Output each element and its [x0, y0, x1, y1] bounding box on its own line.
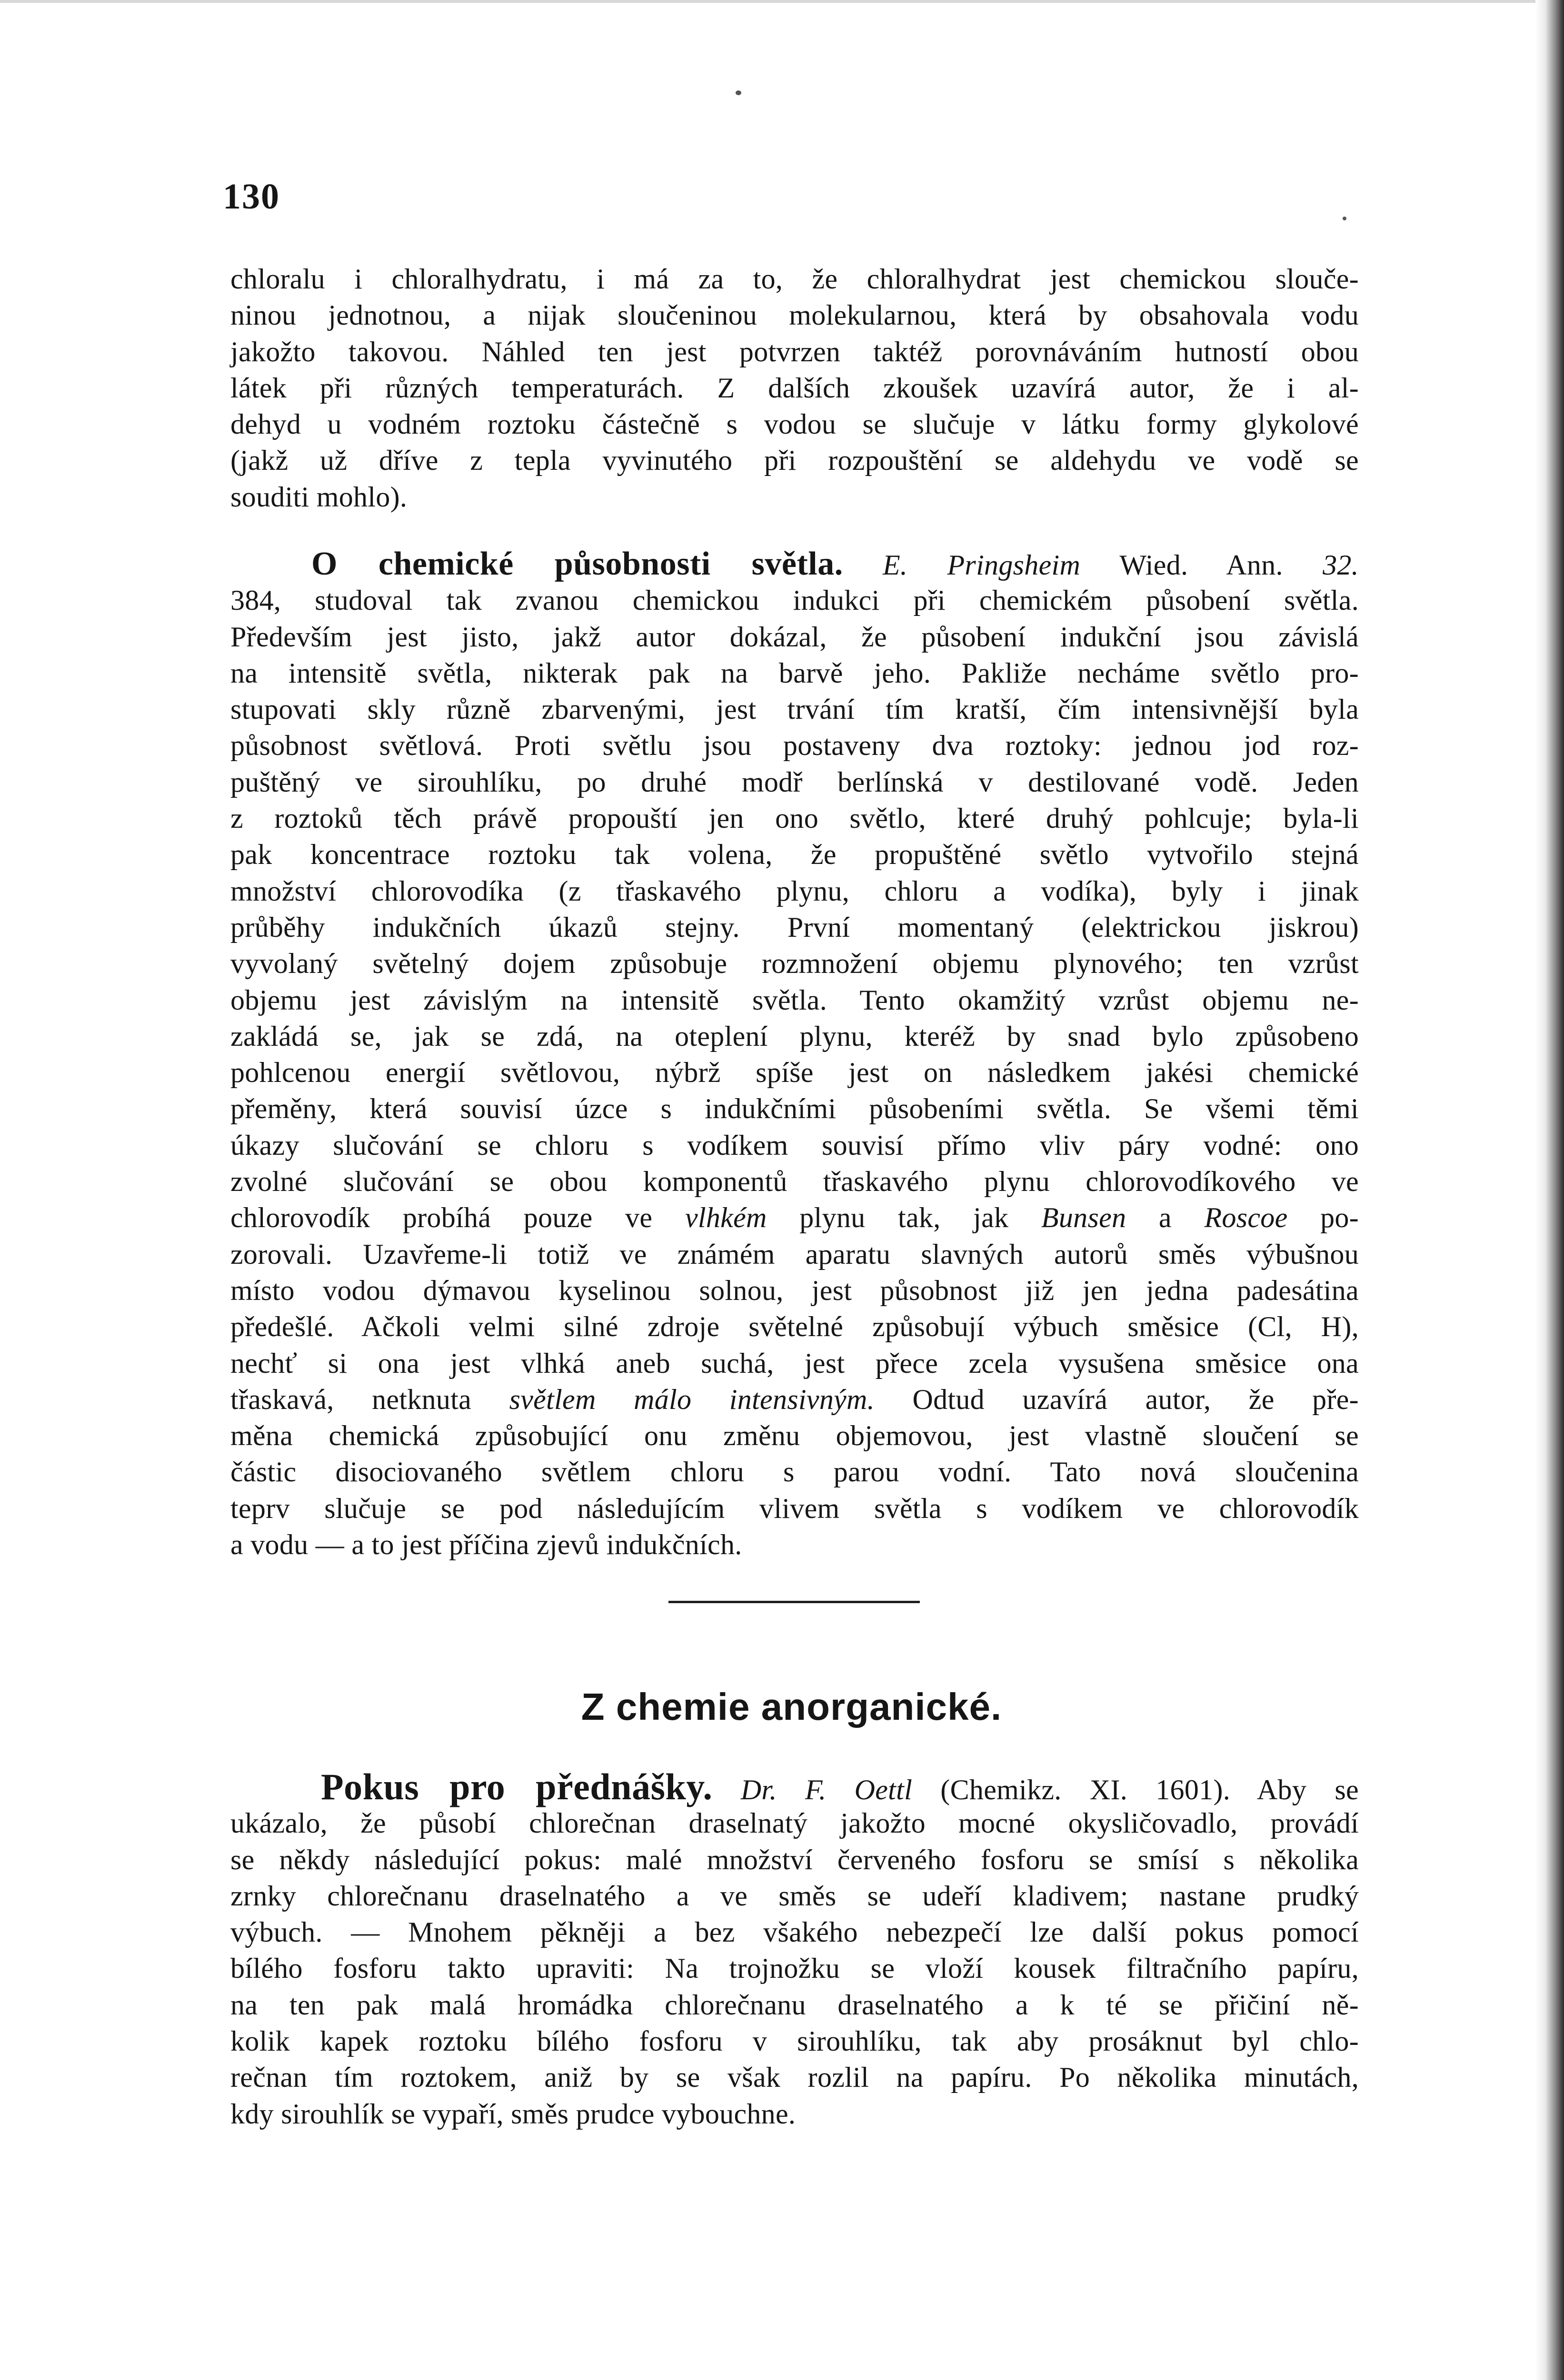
scan-speck — [736, 90, 741, 95]
text-line: úkazy slučování se chloru s vodíkem souvisí přímo vliv páry vodné: ono — [230, 1129, 1359, 1161]
text-line: na ten pak malá hromádka chlorečnanu draselnatého a k té se přičiní ně- — [230, 1989, 1359, 2021]
text-line: nechť si ona jest vlhká aneb suchá, jest přece zcela vysušena směsice ona — [230, 1347, 1359, 1379]
section-divider — [668, 1601, 920, 1603]
text-line: látek při různých temperaturách. Z dalších zkoušek uzavírá autor, že i al- — [230, 372, 1359, 404]
text-fragment: po- — [1320, 1202, 1359, 1234]
scan-speck — [1343, 217, 1346, 220]
text-line: kolik kapek roztoku bílého fosforu v sirouhlíku, tak aby prosáknut byl chlo- — [230, 2025, 1359, 2057]
article-title: O chemické působnosti světla. — [311, 545, 843, 582]
text-line: zakládá se, jak se zdá, na oteplení plynu, kteréž by snad bylo způsobeno — [230, 1020, 1359, 1052]
text-line: dehyd u vodném roztoku částečně s vodou se slučuje v látku formy glykolové — [230, 408, 1359, 440]
text-line: zvolné slučování se obou komponentů třaskavého plynu chlorovodíkového ve — [230, 1166, 1359, 1198]
text-fragment: plynu tak, jak — [799, 1202, 1009, 1234]
text-line: pak koncentrace roztoku tak volena, že propuštěné světlo vytvořilo stejná — [230, 839, 1359, 871]
author-name: Bunsen — [1041, 1202, 1126, 1234]
text-fragment: chlorovodík probíhá pouze ve — [230, 1202, 653, 1234]
text-line: vyvolaný světelný dojem způsobuje rozmnožení objemu plynového; ten vzrůst — [230, 948, 1359, 980]
text-line: kdy sirouhlík se vypaří, směs prudce vybouchne. — [230, 2098, 796, 2130]
text-line: stupovati skly různě zbarvenými, jest trvání tím kratší, čím intensivnější byla — [230, 694, 1359, 725]
page-number: 130 — [223, 177, 280, 217]
text-line: a vodu — a to jest příčina zjevů indukčních. — [230, 1529, 742, 1561]
text-line: zrnky chlorečnanu draselnatého a ve směs se udeří kladivem; nastane prudký — [230, 1880, 1359, 1912]
text-line: na intensitě světla, nikterak pak na barvě jeho. Pakliže necháme světlo pro- — [230, 657, 1359, 689]
text-fragment: Odtud uzavírá autor, že pře- — [912, 1383, 1359, 1415]
text-line: rečnan tím roztokem, aniž by se však rozlil na papíru. Po několika minutách, — [230, 2062, 1359, 2093]
text-line: teprv slučuje se pod následujícím vlivem světla s vodíkem ve chlorovodík — [230, 1492, 1359, 1524]
text-line: ukázalo, že působí chlorečnan draselnatý jakožto mocné okysličovadlo, provádí — [230, 1807, 1359, 1839]
paragraph-heading-line — [230, 546, 1359, 582]
article-title: Pokus pro přednášky. — [321, 1766, 713, 1807]
text-line: Především jest jisto, jakž autor dokázal, že působení indukční jsou závislá — [230, 621, 1359, 653]
citation-volume: 32. — [1323, 549, 1359, 581]
text-fragment: třaskavá, netknuta — [230, 1383, 472, 1415]
text-line — [230, 1200, 1359, 1236]
text-line: měna chemická způsobující onu změnu objemovou, jest vlastně sloučení se — [230, 1420, 1359, 1452]
paragraph-lecture-experiment — [230, 1766, 1359, 2132]
text-line: předešlé. Ačkoli velmi silné zdroje světelné způsobují výbuch směsice (Cl, H), — [230, 1311, 1359, 1343]
citation-author: E. Pringsheim — [882, 549, 1081, 581]
citation-author: Dr. F. Oettl — [740, 1774, 913, 1805]
text-line: puštěný ve sirouhlíku, po druhé modř berlínská v destilované vodě. Jeden — [230, 766, 1359, 798]
text-line: zorovali. Uzavřeme-li totiž ve známém aparatu slavných autorů směs výbušnou — [230, 1238, 1359, 1270]
text-line: jakožto takovou. Náhled ten jest potvrzen taktéž porovnáváním hutností obou — [230, 336, 1359, 367]
text-line: (jakž už dříve z tepla vyvinutého při rozpouštění se aldehydu ve vodě se — [230, 445, 1359, 476]
text-line: 384, studoval tak zvanou chemickou indukci při chemickém působení světla. — [230, 585, 1359, 616]
text-line: působnost světlová. Proti světlu jsou postaveny dva roztoky: jednou jod roz- — [230, 730, 1359, 762]
text-line — [230, 1381, 1359, 1418]
text-line: bílého fosforu takto upraviti: Na trojnožku se vloží kousek filtračního papíru, — [230, 1953, 1359, 1984]
text-line: z roztoků těch právě propouští jen ono světlo, které druhý pohlcuje; byla-li — [230, 803, 1359, 834]
text-fragment: a — [1158, 1202, 1172, 1234]
paragraph-chloral — [230, 261, 1359, 515]
page-binding-shadow — [1535, 0, 1564, 2380]
text-line: souditi mohlo). — [230, 481, 408, 513]
text-line: chloralu i chloralhydratu, i má za to, že chloralhydrat jest chemickou slouče- — [230, 263, 1359, 295]
section-heading: Z chemie anorganické. — [581, 1686, 1002, 1728]
text-line: pohlcenou energií světlovou, nýbrž spíše jest on následkem jakési chemické — [230, 1057, 1359, 1089]
text-line: místo vodou dýmavou kyselinou solnou, jest působnost již jen jedna padesátina — [230, 1274, 1359, 1306]
text-line: přeměny, která souvisí úzce s indukčními působeními světla. Se všemi těmi — [230, 1093, 1359, 1125]
text-line: průběhy indukčních úkazů stejny. První momentaný (elektrickou jiskrou) — [230, 911, 1359, 943]
text-line: ninou jednotnou, a nijak sloučeninou molekularnou, která by obsahovala vodu — [230, 299, 1359, 331]
citation-source: (Chemikz. XI. 1601). Aby se — [940, 1774, 1359, 1805]
citation-journal: Wied. Ann. — [1119, 549, 1283, 581]
text-line: objemu jest závislým na intensitě světla. Tento okamžitý vzrůst objemu ne- — [230, 984, 1359, 1016]
emphasis-text: světlem málo intensivným. — [509, 1383, 875, 1415]
text-line: se někdy následující pokus: malé množství červeného fosforu se smísí s několika — [230, 1844, 1359, 1875]
text-line: částic disociovaného světlem chloru s parou vodní. Tato nová sloučenina — [230, 1456, 1359, 1488]
text-line: výbuch. — Mnohem pěkněji a bez všakého nebezpečí lze další pokus pomocí — [230, 1916, 1359, 1948]
paragraph-light-action — [230, 546, 1359, 1563]
text-line: množství chlorovodíka (z třaskavého plynu, chloru a vodíka), byly i jinak — [230, 875, 1359, 907]
scan-top-edge — [0, 0, 1535, 3]
paragraph-heading-line — [230, 1766, 1359, 1807]
emphasis-text: vlhkém — [685, 1202, 767, 1234]
author-name: Roscoe — [1204, 1202, 1288, 1234]
